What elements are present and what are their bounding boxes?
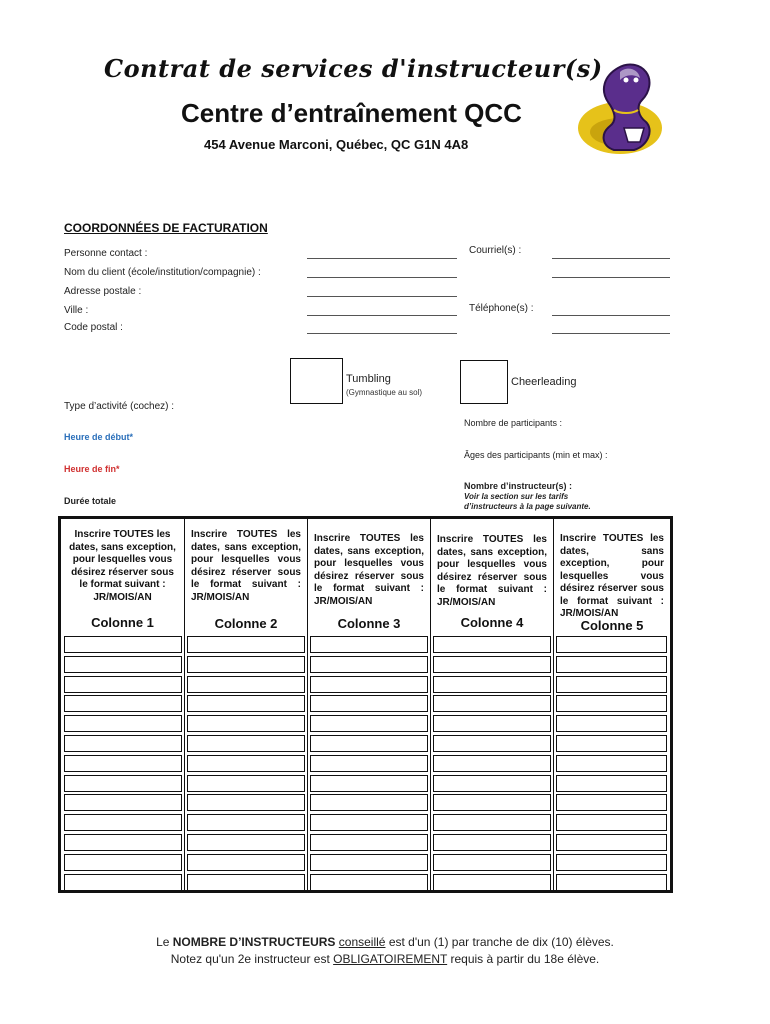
center-address: 454 Avenue Marconi, Québec, QC G1N 4A8	[204, 137, 469, 152]
email-field[interactable]	[552, 258, 670, 259]
date-cell[interactable]	[64, 735, 182, 752]
column-3-title: Colonne 3	[337, 616, 401, 631]
form-title-script: Contrat de services d'instructeur(s)	[104, 54, 603, 83]
client-name-label: Nom du client (école/institution/compagnie) :	[64, 267, 261, 278]
date-cell[interactable]	[433, 695, 551, 712]
footer-text: Le	[156, 935, 173, 949]
tumbling-sub-label: (Gymnastique au sol)	[346, 388, 423, 397]
date-cell[interactable]	[187, 656, 305, 673]
date-cell[interactable]	[556, 695, 667, 712]
column-2-title: Colonne 2	[214, 616, 278, 631]
date-cell[interactable]	[64, 874, 182, 891]
postal-address-field[interactable]	[307, 296, 457, 297]
date-cell[interactable]	[556, 755, 667, 772]
date-cell[interactable]	[433, 676, 551, 693]
footer-emphasis: NOMBRE D’INSTRUCTEURS	[172, 935, 336, 949]
start-time-label: Heure de début*	[64, 432, 134, 442]
date-cell[interactable]	[433, 636, 551, 653]
date-cell[interactable]	[433, 794, 551, 811]
column-3-header: Inscrire TOUTES les dates, sans exception, pour lesquelles vous désirez réserver sous le format suivant : JR/MOIS/AN	[314, 533, 424, 607]
date-cell[interactable]	[310, 715, 428, 732]
date-cell[interactable]	[187, 814, 305, 831]
end-time-label: Heure de fin*	[64, 464, 120, 474]
postal-code-field[interactable]	[307, 333, 457, 334]
contact-person-field[interactable]	[307, 258, 457, 259]
column-4-title: Colonne 4	[460, 615, 524, 630]
date-cell[interactable]	[310, 636, 428, 653]
activity-type-label: Type d’activité (cochez) :	[64, 401, 175, 412]
footer-second-instructor	[0, 952, 770, 966]
date-cell[interactable]	[556, 775, 667, 792]
date-cell[interactable]	[310, 735, 428, 752]
date-cell[interactable]	[433, 814, 551, 831]
column-5-title: Colonne 5	[580, 618, 644, 633]
date-cell[interactable]	[64, 715, 182, 732]
date-cell[interactable]	[310, 794, 428, 811]
total-duration-label: Durée totale	[64, 496, 117, 506]
date-cell[interactable]	[64, 834, 182, 851]
footer-underline: conseillé	[338, 935, 386, 949]
postal-address-label: Adresse postale :	[64, 286, 142, 297]
date-cell[interactable]	[310, 656, 428, 673]
date-cell[interactable]	[556, 854, 667, 871]
city-field[interactable]	[307, 315, 457, 316]
footer-text: requis à partir du 18e élève.	[447, 952, 600, 966]
date-cell[interactable]	[64, 755, 182, 772]
footer-underline: OBLIGATOIREMENT	[333, 952, 448, 966]
date-cell[interactable]	[310, 834, 428, 851]
footer-text: est d'un (1) par tranche de dix (10) élèves.	[385, 935, 614, 949]
date-cell[interactable]	[433, 715, 551, 732]
date-cell[interactable]	[187, 755, 305, 772]
tumbling-checkbox[interactable]	[290, 358, 343, 404]
column-1-title: Colonne 1	[91, 615, 154, 630]
date-cell[interactable]	[64, 794, 182, 811]
column-1-header: Inscrire TOUTES les dates, sans exception, pour lesquelles vous désirez réserver sous le format suivant : JR/MOIS/AN	[69, 529, 176, 603]
date-cell[interactable]	[187, 735, 305, 752]
date-cell[interactable]	[433, 775, 551, 792]
date-cell[interactable]	[64, 656, 182, 673]
center-name: Centre d’entraînement QCC	[181, 98, 522, 128]
date-cell[interactable]	[556, 636, 667, 653]
column-5-header: Inscrire TOUTES les dates, sans exception, pour lesquelles vous désirez réserver sous le format suivant : JR/MOIS/AN	[560, 533, 664, 619]
date-cell[interactable]	[433, 854, 551, 871]
date-cell[interactable]	[556, 676, 667, 693]
date-cell[interactable]	[556, 834, 667, 851]
city-label: Ville :	[64, 305, 89, 316]
instructors-note-1: Voir la section sur les tarifs	[464, 492, 569, 501]
email-label: Courriel(s) :	[469, 245, 522, 256]
postal-code-label: Code postal :	[64, 322, 123, 333]
cheerleading-label: Cheerleading	[511, 376, 577, 388]
date-cell[interactable]	[187, 636, 305, 653]
date-cell[interactable]	[187, 834, 305, 851]
phone-label: Téléphone(s) :	[469, 303, 534, 314]
column-4-header: Inscrire TOUTES les dates, sans exception, pour lesquelles vous désirez réserver sous le format suivant : JR/MOIS/AN	[437, 534, 547, 608]
instructors-label: Nombre d’instructeur(s) :	[464, 481, 573, 491]
date-cell[interactable]	[310, 874, 428, 891]
date-cell[interactable]	[433, 735, 551, 752]
date-cell[interactable]	[310, 775, 428, 792]
ages-label: Âges des participants (min et max) :	[464, 450, 608, 460]
date-cell[interactable]	[310, 814, 428, 831]
date-cell[interactable]	[64, 695, 182, 712]
client-name-field[interactable]	[307, 277, 457, 278]
date-cell[interactable]	[556, 735, 667, 752]
date-cell[interactable]	[64, 775, 182, 792]
date-cell[interactable]	[187, 794, 305, 811]
date-cell[interactable]	[433, 874, 551, 891]
date-cell[interactable]	[187, 715, 305, 732]
participants-label: Nombre de participants :	[464, 418, 563, 428]
date-cell[interactable]	[556, 794, 667, 811]
date-cell[interactable]	[556, 656, 667, 673]
date-cell[interactable]	[64, 636, 182, 653]
date-cell[interactable]	[433, 834, 551, 851]
date-cell[interactable]	[310, 854, 428, 871]
billing-section-title: COORDONNÉES DE FACTURATION	[64, 221, 268, 235]
cobra-logo-icon	[574, 50, 674, 160]
dates-table	[58, 516, 673, 893]
footer-text: Notez qu'un 2e instructeur est	[170, 952, 334, 966]
email-field-2[interactable]	[552, 277, 670, 278]
cheerleading-checkbox[interactable]	[460, 360, 508, 404]
phone-field[interactable]	[552, 315, 670, 316]
date-cell[interactable]	[64, 814, 182, 831]
date-cell[interactable]	[64, 854, 182, 871]
footer-instructor-ratio	[0, 935, 770, 949]
column-2-header: Inscrire TOUTES les dates, sans exception, pour lesquelles vous désirez réserver sous le format suivant : JR/MOIS/AN	[191, 529, 301, 603]
date-cell[interactable]	[64, 676, 182, 693]
date-cell[interactable]	[187, 874, 305, 891]
date-cell[interactable]	[556, 874, 667, 891]
date-cell[interactable]	[187, 775, 305, 792]
contact-person-label: Personne contact :	[64, 248, 148, 259]
date-cell[interactable]	[310, 755, 428, 772]
date-cell[interactable]	[433, 755, 551, 772]
instructors-note-2: d’instructeurs à la page suivante.	[464, 502, 591, 511]
date-cell[interactable]	[310, 676, 428, 693]
tumbling-label: Tumbling	[346, 373, 391, 385]
date-cell[interactable]	[556, 814, 667, 831]
date-cell[interactable]	[433, 656, 551, 673]
date-cell[interactable]	[310, 695, 428, 712]
date-cell[interactable]	[556, 715, 667, 732]
date-cell[interactable]	[187, 695, 305, 712]
date-cell[interactable]	[187, 854, 305, 871]
phone-field-2[interactable]	[552, 333, 670, 334]
date-cell[interactable]	[187, 676, 305, 693]
